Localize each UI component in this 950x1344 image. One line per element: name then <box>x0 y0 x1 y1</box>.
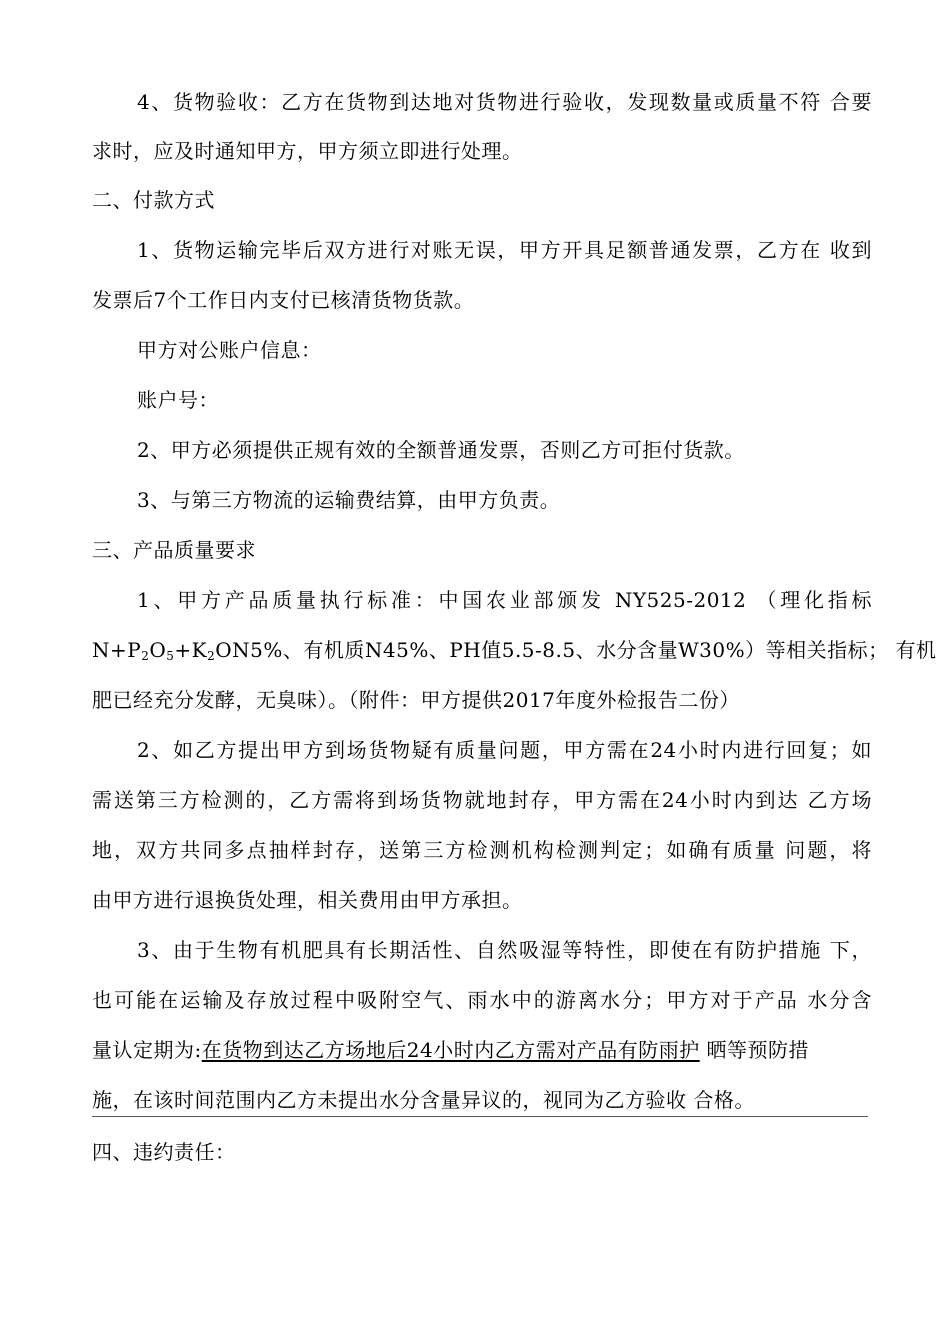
quality-clause-3-line-3-end: 晒等预防措 <box>699 1038 810 1062</box>
quality-clause-2-line-2: 需送第三方检测的，乙方需将到场货物就地封存，甲方需在24小时内到达 乙方场 <box>92 788 872 812</box>
quality-clause-1-line-2 <box>92 636 937 664</box>
quality-clause-3-line-3 <box>92 1036 872 1064</box>
quality-clause-3-line-1: 3、由于生物有机肥具有长期活性、自然吸湿等特性，即使在有防护措施 下， <box>137 938 872 962</box>
subscript-k: 2 <box>207 649 216 663</box>
subscript-o: 5 <box>166 649 175 663</box>
acceptance-clause-line-2: 求时，应及时通知甲方，甲方须立即进行处理。 <box>92 139 523 163</box>
formula-n-p: N+P <box>92 638 142 662</box>
subscript-p: 2 <box>141 649 150 663</box>
quality-clause-1-line-3: 肥已经充分发酵，无臭味）。（附件：甲方提供2017年度外检报告二份） <box>92 688 740 712</box>
underlined-moisture-period: 在货物到达乙方场地后24小时内乙方需对产品有防雨护 <box>201 1038 700 1062</box>
section-heading-quality: 三、产品质量要求 <box>92 538 256 562</box>
acceptance-clause-line-1: 4、货物验收：乙方在货物到达地对货物进行验收，发现数量或质量不符 合要 <box>137 90 872 114</box>
quality-clause-1-line-2-rest: ON5%、有机质N45%、PH值5.5-8.5、水分含量W30%）等相关指标； 有机 <box>215 638 937 662</box>
section-heading-payment: 二、付款方式 <box>92 188 215 212</box>
horizontal-divider <box>92 1116 868 1117</box>
formula-o: O <box>149 638 167 662</box>
payment-clause-1-line-1: 1、货物运输完毕后双方进行对账无误，甲方开具足额普通发票，乙方在 收到 <box>137 238 872 262</box>
payment-clause-1-line-2: 发票后7个工作日内支付已核清货物货款。 <box>92 288 475 312</box>
quality-clause-3-line-3-start: 量认定期为: <box>92 1038 202 1062</box>
quality-clause-1-line-1: 1、甲方产品质量执行标准：中国农业部颁发 NY525-2012 （理化指标 <box>137 588 872 612</box>
quality-clause-3-line-2: 也可能在运输及存放过程中吸附空气、雨水中的游离水分；甲方对于产品 水分含 <box>92 988 872 1012</box>
payment-clause-3: 3、与第三方物流的运输费结算，由甲方负责。 <box>137 488 561 512</box>
section-heading-breach: 四、违约责任： <box>92 1140 236 1164</box>
quality-clause-3-line-4: 施，在该时间范围内乙方未提出水分含量异议的，视同为乙方验收 合格。 <box>92 1088 755 1112</box>
account-info-label: 甲方对公账户信息： <box>137 338 322 362</box>
quality-clause-2-line-4: 由甲方进行退换货处理，相关费用由甲方承担。 <box>92 888 523 912</box>
formula-k: +K <box>174 638 208 662</box>
payment-clause-2: 2、甲方必须提供正规有效的全额普通发票，否则乙方可拒付货款。 <box>137 438 745 462</box>
quality-clause-2-line-3: 地，双方共同多点抽样封存，送第三方检测机构检测判定；如确有质量 问题，将 <box>92 838 872 862</box>
quality-clause-2-line-1: 2、如乙方提出甲方到场货物疑有质量问题，甲方需在24小时内进行回复；如 <box>137 738 872 762</box>
account-number-label: 账户号： <box>137 388 219 412</box>
